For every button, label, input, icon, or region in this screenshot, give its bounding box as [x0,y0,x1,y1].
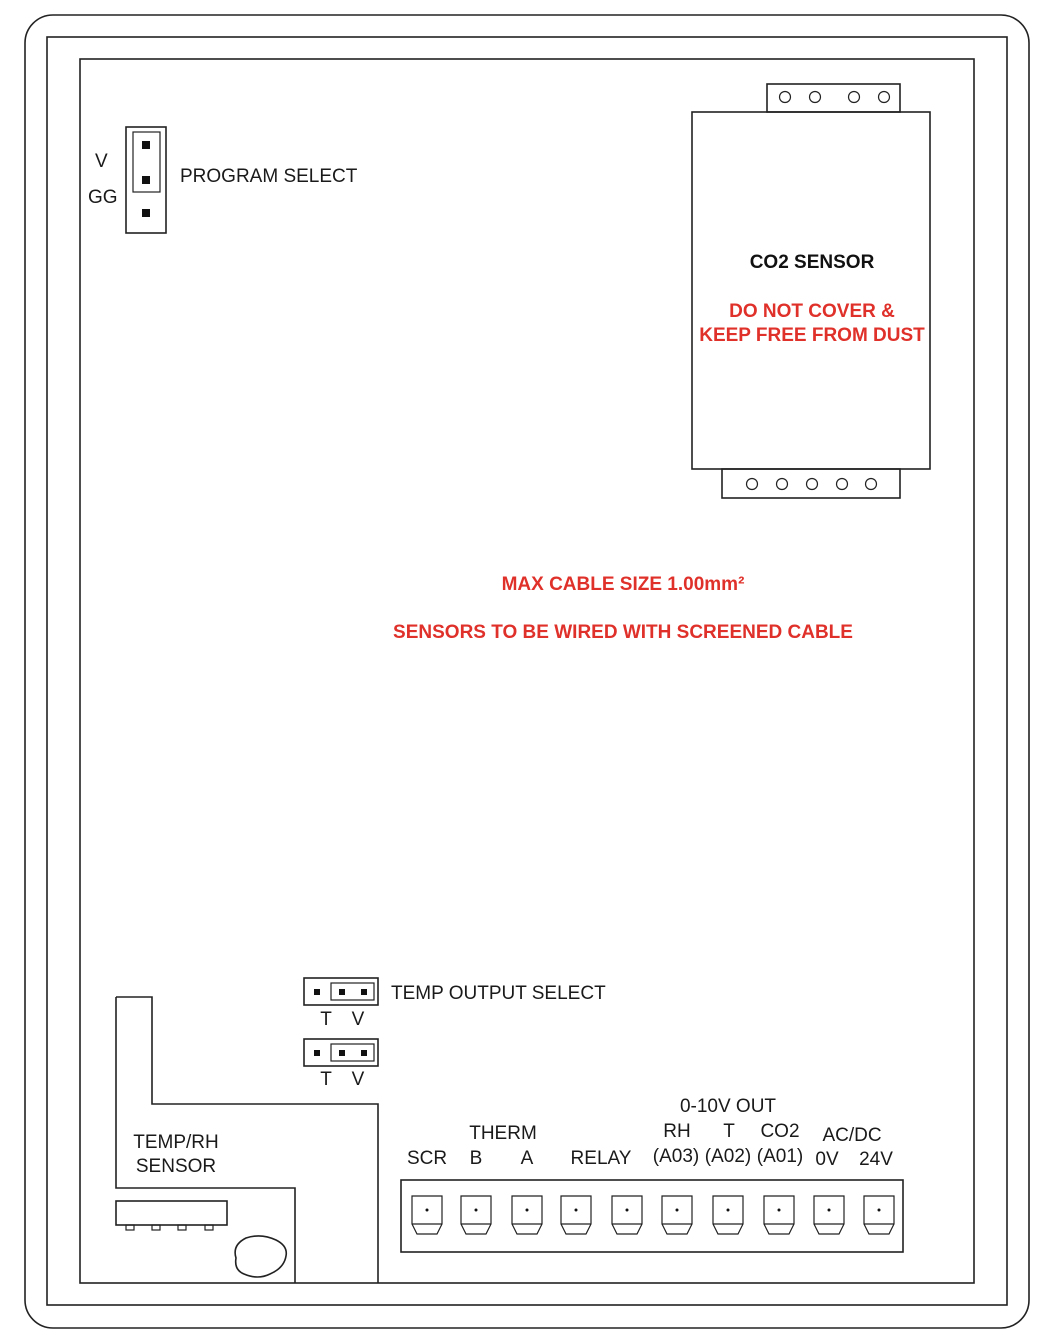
terminal-label-co2: CO2 [760,1121,800,1142]
temp-rh-label-line1: TEMP/RH [133,1132,219,1153]
program-select-jumper [126,127,166,233]
screw-terminal [561,1196,591,1234]
program-pin-v-label: V [95,151,108,172]
terminal-label-a: A [520,1148,534,1169]
jumper2-v-label: V [351,1069,365,1090]
screw-terminal-dot [626,1209,629,1212]
screened-cable-note: SENSORS TO BE WIRED WITH SCREENED CABLE [393,622,853,643]
co2-warning-line1: DO NOT COVER & [729,301,895,322]
max-cable-size-note: MAX CABLE SIZE 1.00mm² [501,574,745,595]
temp-rh-label-line2: SENSOR [135,1156,217,1177]
co2-sensor-title: CO2 SENSOR [749,252,875,273]
terminal-label-a02: (A02) [704,1146,752,1167]
program-select-label: PROGRAM SELECT [180,166,358,187]
co2-sensor-top-connector [767,84,900,112]
screw-terminal [814,1196,844,1234]
jumper-pin [142,176,150,184]
screw-terminal-dot [475,1209,478,1212]
co2-sensor-module [692,112,930,469]
terminal-label-a03: (A03) [652,1146,700,1167]
screw-terminal [612,1196,642,1234]
screw-terminal-dot [575,1209,578,1212]
terminal-label-therm: THERM [469,1123,537,1144]
screw-terminal [461,1196,491,1234]
screw-terminal [662,1196,692,1234]
mounting-hole-icon [235,1236,286,1277]
screw-terminal-dot [676,1209,679,1212]
jumper2-t-label: T [320,1069,332,1090]
program-pin-gg-label: GG [88,187,118,208]
jumper1-v-label: V [351,1009,365,1030]
terminal-label-24v: 24V [859,1149,893,1170]
terminal-label-acdc: AC/DC [822,1125,882,1146]
screw-terminal-dot [426,1209,429,1212]
screw-terminal-dot [778,1209,781,1212]
terminal-block [401,1180,903,1252]
co2-sensor-bottom-connector [722,469,900,498]
terminal-label-0v: 0V [815,1149,839,1170]
terminal-label-relay: RELAY [570,1148,632,1169]
screw-terminal [412,1196,442,1234]
inner-enclosure [47,37,1007,1305]
terminal-label-rh: RH [663,1121,691,1142]
temp-output-select-label: TEMP OUTPUT SELECT [391,983,606,1004]
screw-terminal-dot [878,1209,881,1212]
screw-terminal-dot [828,1209,831,1212]
screw-terminal [764,1196,794,1234]
screw-terminal-dot [526,1209,529,1212]
jumper-pin [142,141,150,149]
temp-output-jumper-1 [304,978,378,1005]
pcb-outline [80,59,974,1283]
terminal-label-scr: SCR [406,1148,448,1169]
jumper1-t-label: T [320,1009,332,1030]
terminal-label-a01: (A01) [756,1146,804,1167]
screw-terminal [512,1196,542,1234]
co2-warning-line2: KEEP FREE FROM DUST [699,325,925,346]
screw-terminal-dot [727,1209,730,1212]
jumper-pin [142,209,150,217]
out-0-10v-header: 0-10V OUT [679,1096,777,1117]
screw-terminal [864,1196,894,1234]
terminal-label-t: T [723,1121,735,1142]
terminal-screws [412,1196,894,1234]
screw-terminal [713,1196,743,1234]
temp-rh-sensor-connector [116,1201,227,1230]
terminal-label-b: B [469,1148,483,1169]
temp-output-jumper-2 [304,1039,378,1066]
